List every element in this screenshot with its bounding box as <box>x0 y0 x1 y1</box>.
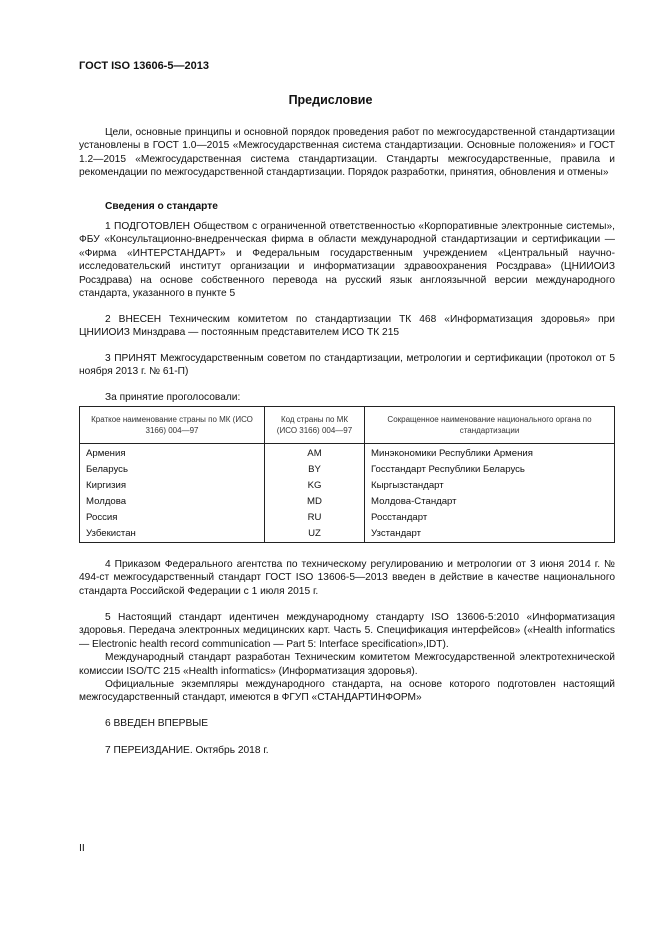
table-cell-code: AM <box>265 444 365 463</box>
table-cell-country: Беларусь <box>80 462 265 478</box>
item3-paragraph: 3 ПРИНЯТ Межгосударственным советом по стандартизации, метрологии и сертификации (протокол от 5 ноября 2013 г. № 61-П) <box>79 353 615 378</box>
item2-paragraph: 2 ВНЕСЕН Техническим комитетом по стандартизации ТК 468 «Информатизация здоровья» при ЦНИИОИЗ Минздрава — постоянным представителем ИСО ТК 215 <box>79 314 615 339</box>
item4-paragraph: 4 Приказом Федерального агентства по техническому регулированию и метрологии от 3 июня 2014 г. № 494-ст межгосударственный стандарт ГОСТ ISO 13606-5—2013 введен в действие в качестве национального стандарта Российской Федерации с 1 июля 2015 г. <box>79 559 615 597</box>
page-number: II <box>79 842 85 854</box>
item5-developer-paragraph: Международный стандарт разработан Техническим комитетом Межгосударственной электротехнической комиссии ISO/TC 215 «Health informatics» (Информатизация здоровья). <box>79 652 615 677</box>
table-cell-code: UZ <box>265 526 365 543</box>
item2-block <box>79 313 615 340</box>
intro-paragraph: Цели, основные принципы и основной порядок проведения работ по межгосударственной стандартизации установлены в ГОСТ 1.0—2015 «Межгосударственная система стандартизации. Основные положения» и ГОСТ 1.2—2015 «Межгосударственная система стандартизации. Стандарты межгосударственные, правила и рекомендации по межгосударственной стандартизации. Порядок разработки, принятия, обновления и отмены» <box>79 127 615 179</box>
item5-block <box>79 611 615 705</box>
table-row <box>80 526 615 543</box>
item1-paragraph: 1 ПОДГОТОВЛЕН Обществом с ограниченной ответственностью «Корпоративные электронные системы», ФБУ «Консультационно-внедренческая фирма в области международной стандартизации и сертификации — «Фирма «ИНТЕРСТАНДАРТ» и Федеральным государственным учреждением «Центральный научно-исследовательский институт организации и информатизации здравоохранения Росздрава» (ЦНИИОИЗ Росздрава) на основе собственного перевода на русский язык англоязычной версии международного стандарта, указанного в пункте 5 <box>79 221 615 300</box>
page-title: Предисловие <box>288 93 373 107</box>
voting-table <box>79 406 615 543</box>
table-cell-body: Госстандарт Республики Беларусь <box>365 462 615 478</box>
table-row <box>80 444 615 463</box>
table-cell-code: MD <box>265 494 365 510</box>
table-cell-country: Армения <box>80 444 265 463</box>
table-row <box>80 462 615 478</box>
intro-block <box>79 126 615 180</box>
item4-block <box>79 558 615 598</box>
item5-copies-paragraph: Официальные экземпляры международного стандарта, на основе которого подготовлен настоящий межгосударственный стандарт, имеются в ФГУП «СТАНДАРТИНФОРМ» <box>79 679 615 704</box>
table-header-body: Сокращенное наименование национального органа по стандартизации <box>365 407 615 444</box>
item3-block <box>79 352 615 379</box>
table-cell-country: Молдова <box>80 494 265 510</box>
item1-block <box>79 220 615 300</box>
item6-block <box>79 717 615 730</box>
voted-label: За принятие проголосовали: <box>105 392 241 403</box>
table-cell-body: Минэкономики Республики Армения <box>365 444 615 463</box>
table-header-code: Код страны по МК (ИСО 3166) 004—97 <box>265 407 365 444</box>
table-cell-body: Росстандарт <box>365 510 615 526</box>
table-row <box>80 510 615 526</box>
item7-paragraph: 7 ПЕРЕИЗДАНИЕ. Октябрь 2018 г. <box>105 745 269 756</box>
table-cell-code: KG <box>265 478 365 494</box>
table-cell-code: RU <box>265 510 365 526</box>
table-header-country: Краткое наименование страны по МК (ИСО 3166) 004—97 <box>80 407 265 444</box>
table-cell-code: BY <box>265 462 365 478</box>
about-heading: Сведения о стандарте <box>105 201 218 212</box>
table-row <box>80 478 615 494</box>
table-cell-body: Узстандарт <box>365 526 615 543</box>
item5-paragraph: 5 Настоящий стандарт идентичен международному стандарту ISO 13606-5:2010 «Информатизация здоровья. Передача электронных медицинских карт. Часть 5. Спецификация интерфейсов» («Health informatics — Electronic health record communication — Part 5: Interface specification»,IDT). <box>79 612 615 650</box>
table-cell-body: Молдова-Стандарт <box>365 494 615 510</box>
table-row <box>80 494 615 510</box>
table-cell-country: Узбекистан <box>80 526 265 543</box>
voted-label-block <box>79 391 615 404</box>
item6-paragraph: 6 ВВЕДЕН ВПЕРВЫЕ <box>105 718 209 729</box>
about-heading-block <box>79 200 615 213</box>
table-cell-body: Кыргызстандарт <box>365 478 615 494</box>
table-header-row <box>80 407 615 444</box>
table-cell-country: Россия <box>80 510 265 526</box>
item7-block <box>79 744 615 757</box>
document-code: ГОСТ ISO 13606-5—2013 <box>79 60 209 72</box>
table-cell-country: Киргизия <box>80 478 265 494</box>
